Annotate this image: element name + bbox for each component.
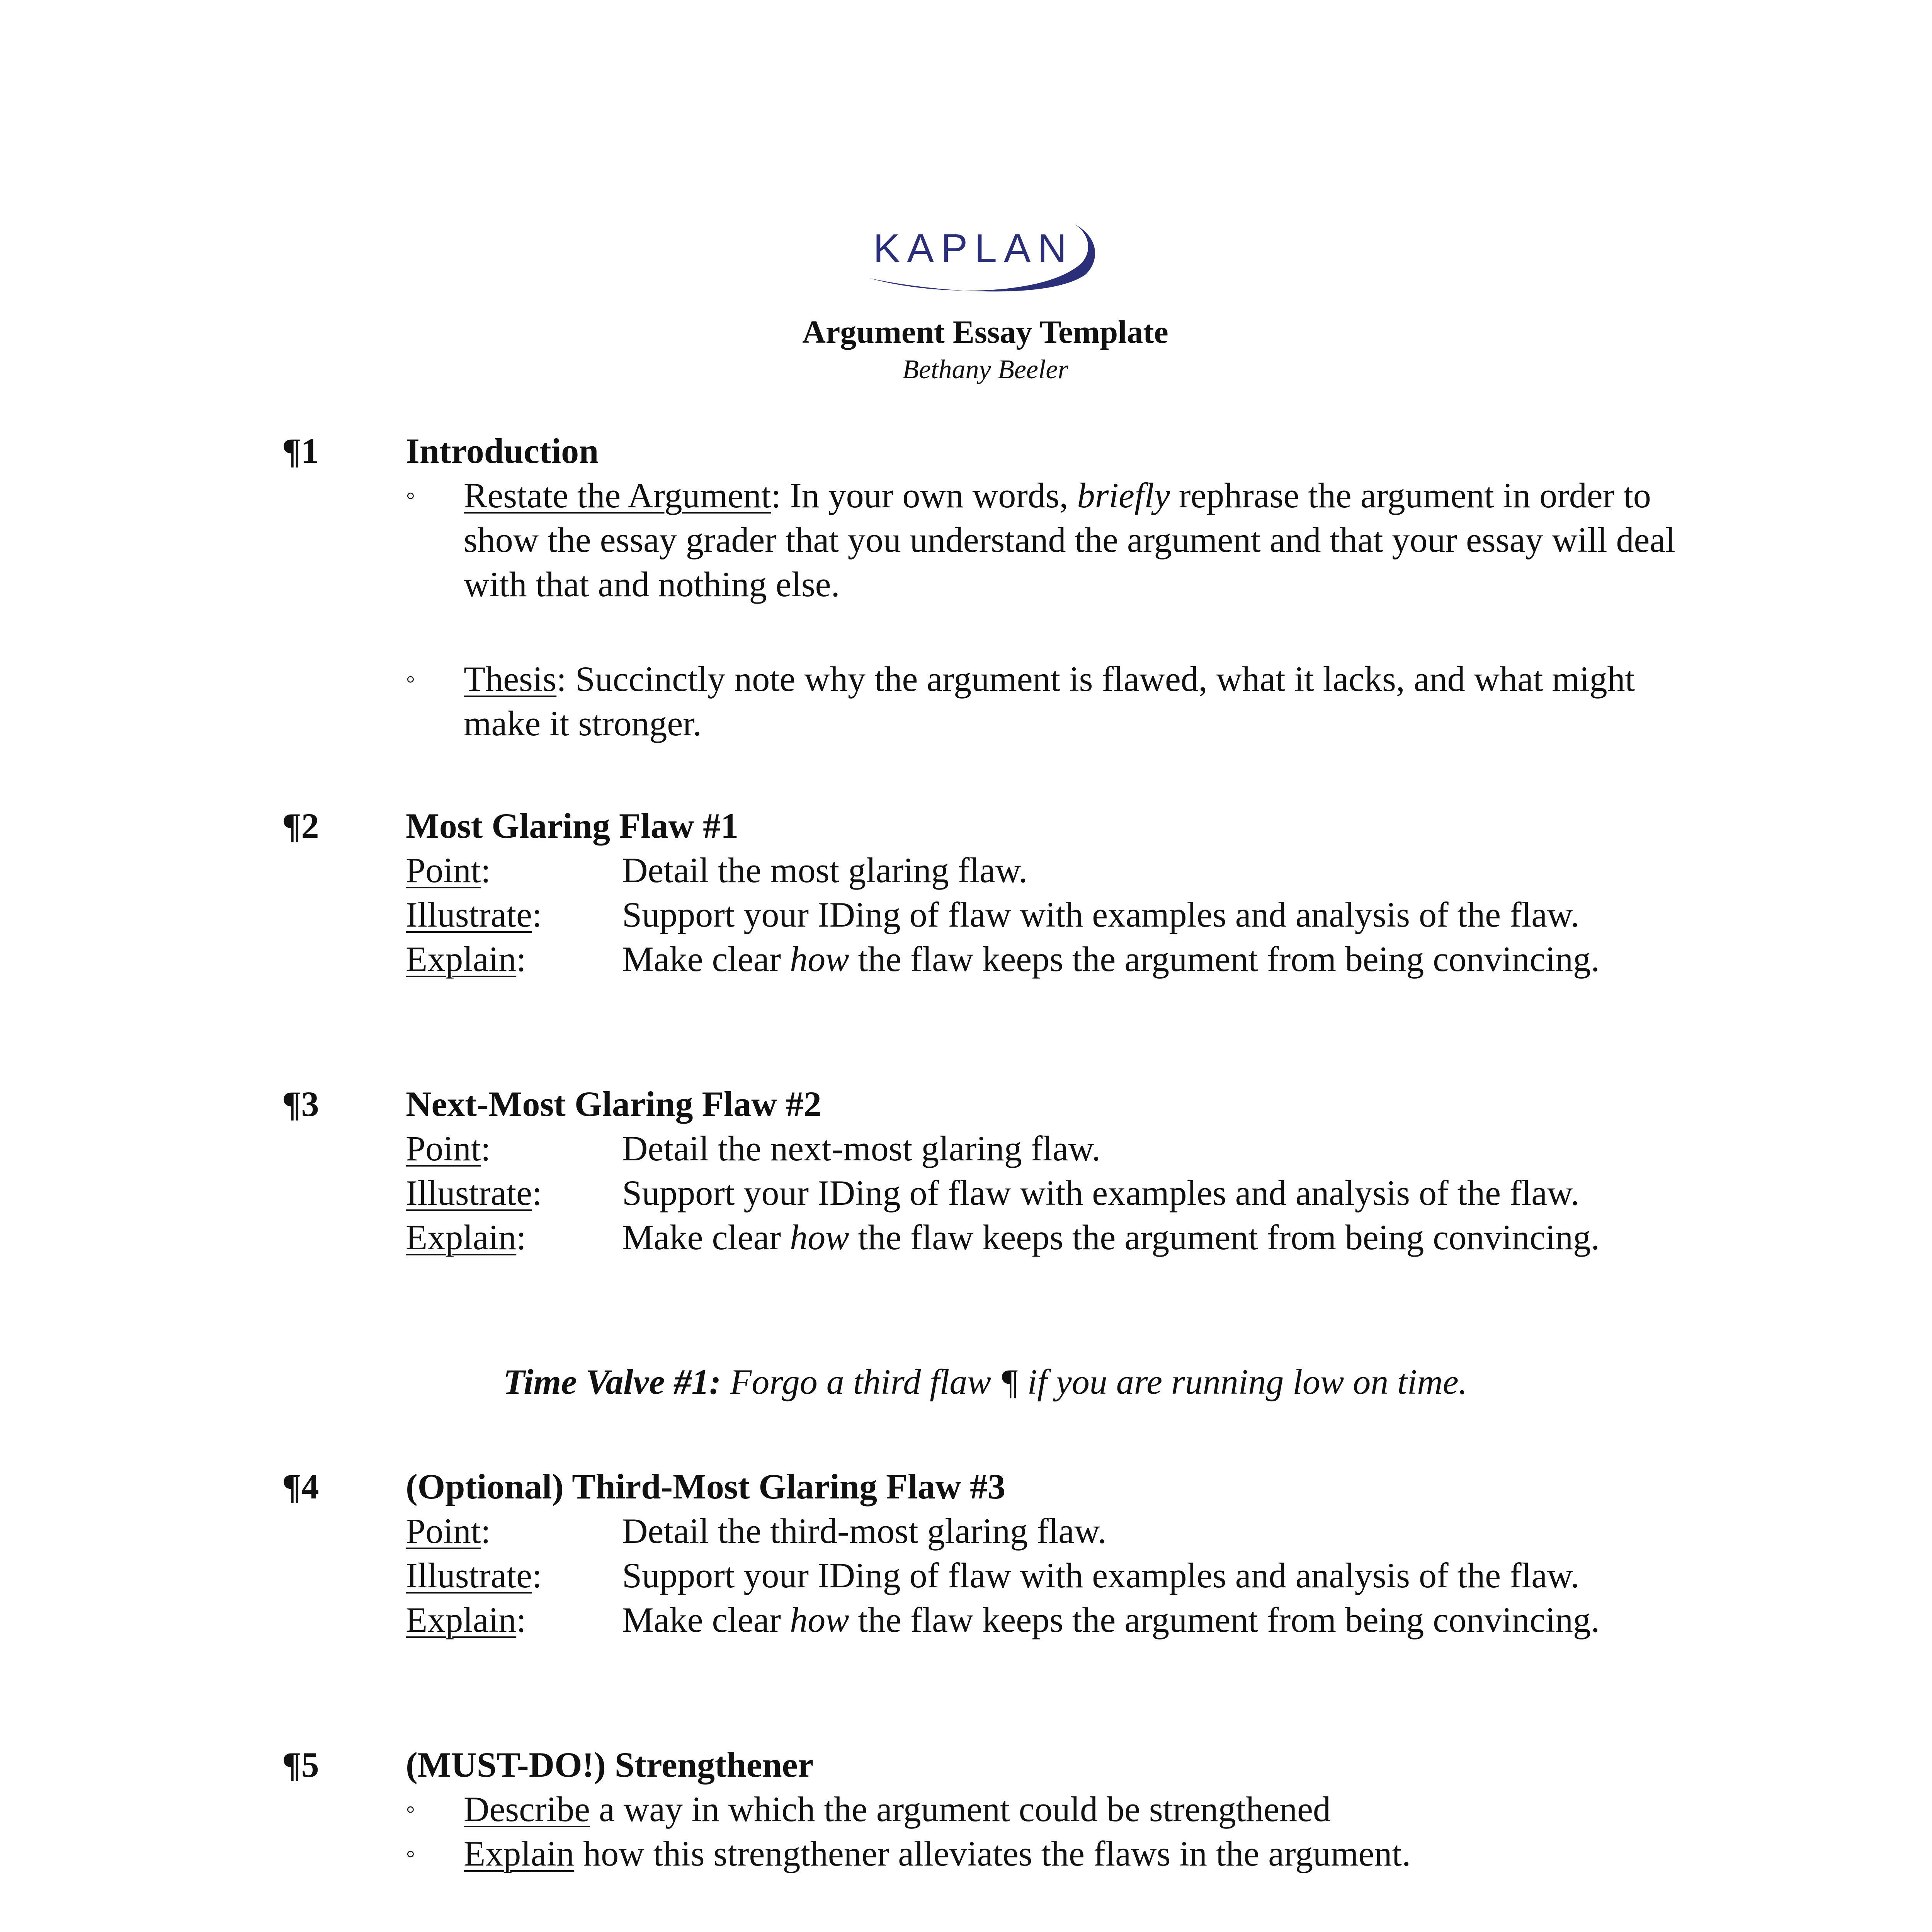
time-valve-2 [270,1926,1700,1932]
bullet-label: Restate the Argument [464,476,771,515]
bullet-label: Thesis [464,659,557,699]
paragraph-mark: ¶3 [282,1084,319,1124]
list-item: ◦ Describe a way in which the argument could be strengthened [406,1787,1704,1832]
list-item: ◦ Restate the Argument: In your own words, briefly rephrase the argument in order to show the essay grader that you understand the argument and that your essay will deal with that and nothing else. [406,473,1704,607]
section-heading: Next-Most Glaring Flaw #2 [406,1084,821,1124]
point-row: Point: Detail the most glaring flaw. [406,850,1028,890]
bullet-label: Describe [464,1789,590,1829]
section-heading: Introduction [406,431,599,471]
bullet-icon: ◦ [406,664,415,694]
document-header [0,216,1932,387]
section-flaw-2 [282,1082,1704,1260]
list-item: ◦ Thesis: Succinctly note why the argument is flawed, what it lacks, and what might make it stronger. [406,657,1704,746]
point-row: Point: Detail the next-most glaring flaw. [406,1129,1101,1168]
explain-row: Explain: Make clear how the flaw keeps the argument from being convincing. [406,1600,1600,1639]
paragraph-mark: ¶4 [282,1467,319,1506]
time-valve-1: Time Valve #1: Forgo a third flaw ¶ if you are running low on time. [503,1362,1468,1401]
bullet-icon: ◦ [406,481,415,510]
bullet-icon: ◦ [406,1794,415,1824]
paragraph-mark: ¶5 [282,1745,319,1784]
time-valve-label: Time Valve #1: [503,1362,721,1401]
illustrate-row: Illustrate: Support your IDing of flaw with examples and analysis of the flaw. [406,1173,1580,1213]
section-heading: (MUST-DO!) Strengthener [406,1745,814,1784]
section-heading: (Optional) Third-Most Glaring Flaw #3 [406,1467,1006,1506]
section-introduction [282,429,1704,746]
section-heading: Most Glaring Flaw #1 [406,806,739,845]
illustrate-row: Illustrate: Support your IDing of flaw with examples and analysis of the flaw. [406,1556,1580,1595]
document-author: Bethany Beeler [902,354,1068,384]
explain-row: Explain: Make clear how the flaw keeps the argument from being convincing. [406,1218,1600,1257]
section-flaw-3 [282,1464,1704,1642]
illustrate-row: Illustrate: Support your IDing of flaw with examples and analysis of the flaw. [406,895,1580,934]
paragraph-mark: ¶2 [282,806,319,845]
document-title: Argument Essay Template [802,314,1168,350]
section-strengthener [282,1743,1704,1876]
explain-row: Explain: Make clear how the flaw keeps the argument from being convincing. [406,939,1600,979]
kaplan-logo [866,216,1105,298]
list-item: ◦ Explain how this strengthener alleviates the flaws in the argument. [406,1832,1704,1876]
paragraph-mark: ¶1 [282,431,319,471]
bullet-icon: ◦ [406,1839,415,1869]
bullet-label: Explain [464,1834,575,1873]
section-flaw-1 [282,804,1704,981]
point-row: Point: Detail the third-most glaring flaw. [406,1511,1107,1551]
logo-wordmark: KAPLAN [873,226,1074,271]
